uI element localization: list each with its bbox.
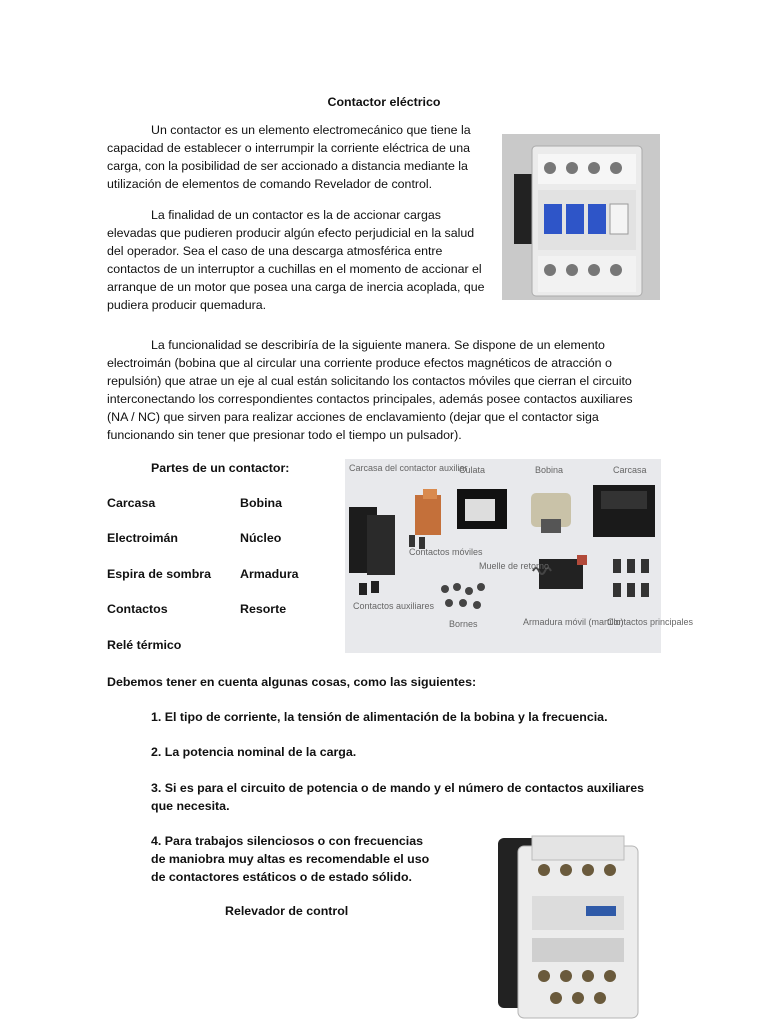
parts-label: Bornes bbox=[449, 619, 478, 629]
parts-label: Bobina bbox=[535, 465, 564, 475]
consideration-item: 4. Para trabajos silenciosos o con frecuencias de maniobra muy altas es recomendable el uso de contactores estáticos o de estado sólido. bbox=[151, 834, 430, 884]
parts-label: Carcasa del contactor auxiliar bbox=[349, 463, 468, 473]
considerations-heading: Debemos tener en cuenta algunas cosas, como las siguientes: bbox=[107, 675, 477, 689]
part-item: Carcasa bbox=[107, 496, 156, 510]
parts-label: Contactos móviles bbox=[409, 547, 483, 557]
consideration-item: 2. La potencia nominal de la carga. bbox=[151, 745, 357, 759]
part-item: Bobina bbox=[240, 496, 282, 510]
parts-label: Contactos principales bbox=[607, 617, 694, 627]
paragraph-functionality: La funcionalidad se describiría de la siguiente manera. Se dispone de un elemento electroimán (bobina que al circular una corriente produce efectos magnéticos de atracción o repulsión) que atrae un eje al cual están solicitando los contactos móviles que cierran el circuito interconectando los correspondientes contactos principales, además posee contactos auxiliares (NA / NC) que sirven para realizar acciones de enclavamiento (dejar que el contactor siga funcionando sin tener que presionar todo el tiempo un pulsador). bbox=[107, 338, 633, 442]
part-item: Núcleo bbox=[240, 531, 282, 545]
parts-label: Muelle de retorno bbox=[479, 561, 550, 571]
consideration-item: 1. El tipo de corriente, la tensión de alimentación de la bobina y la frecuencia. bbox=[151, 710, 608, 724]
contactor-photo bbox=[502, 134, 660, 300]
parts-heading: Partes de un contactor: bbox=[151, 461, 290, 475]
paragraph-purpose: La finalidad de un contactor es la de accionar cargas elevadas que pudieren producir algún efecto perjudicial en la salud del operador. Sea el caso de una descarga atmosférica entre contactos de un interruptor a cuchillas en el momento de accionar el arranque de un motor que posea una carga de inercia acoplada, que pudiera producir quemadura. bbox=[107, 208, 485, 312]
part-item: Relé térmico bbox=[107, 638, 182, 652]
part-item: Resorte bbox=[240, 602, 287, 616]
part-item: Espira de sombra bbox=[107, 567, 211, 581]
relevador-heading: Relevador de control bbox=[225, 904, 349, 918]
parts-label: Culata bbox=[459, 465, 486, 475]
parts-label: Carcasa bbox=[613, 465, 647, 475]
part-item: Electroimán bbox=[107, 531, 178, 545]
parts-label: Contactos auxiliares bbox=[353, 601, 435, 611]
part-item: Contactos bbox=[107, 602, 168, 616]
parts-label: Armadura móvil (martillo) bbox=[523, 617, 624, 627]
document-title: Contactor eléctrico bbox=[327, 95, 441, 109]
part-item: Armadura bbox=[240, 567, 299, 581]
paragraph-definition: Un contactor es un elemento electromecánico que tiene la capacidad de establecer o interrumpir la corriente eléctrica de una carga, con la posibilidad de ser accionado a distancia mediante la utilización de elementos de comando Revelador de control. bbox=[107, 123, 471, 191]
contactor-photo-schneider bbox=[474, 826, 664, 1024]
contactor-parts-photo bbox=[345, 459, 694, 653]
consideration-item: 3. Si es para el circuito de potencia o de mando y el número de contactos auxiliares que necesita. bbox=[151, 781, 645, 813]
